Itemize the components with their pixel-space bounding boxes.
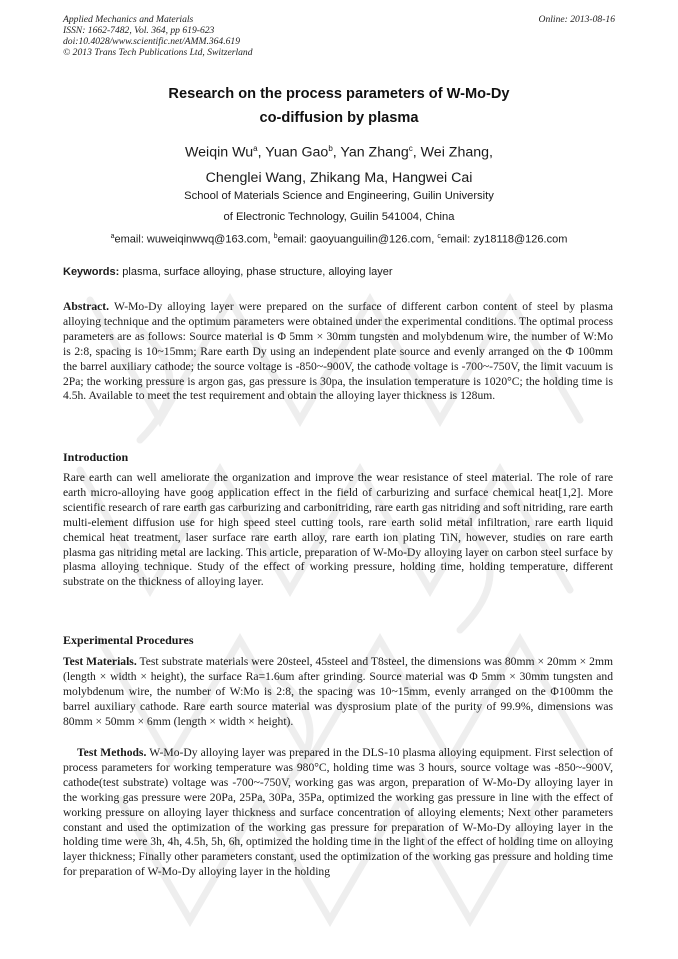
running-header <box>63 14 253 58</box>
email-a: email: wuweiqinwwq@163.com, <box>114 233 274 246</box>
author-list <box>63 136 615 191</box>
paper-title <box>63 82 615 130</box>
title-line-1: Research on the process parameters of W-Mo-Dy <box>168 86 510 102</box>
email-mark: b <box>273 233 278 240</box>
test-materials-text: Test substrate materials were 20steel, 45steel and T8steel, the dimensions was 80mm × 20mm × 2mm (length × width × height), the surface Ra=1.6um after grinding. Source material was Φ 5mm × 30mm tungsten and molybdenum wire, the number of W:Mo is 2:8, the spacing was 10~15mm, evenly arranged on the Φ100mm the barrel auxiliary cathode. Rare earth source material was dysprosium plate of the purity of 99.9%, dimensions was 80mm × 50mm × 6mm (length × width × height). <box>63 655 613 728</box>
keywords-label: Keywords: <box>63 266 120 278</box>
author-name: Yuan Gao <box>265 144 329 161</box>
affiliation-line-2: of Electronic Technology, Guilin 541004, China <box>223 211 455 223</box>
author-name: Yan Zhang <box>340 144 409 161</box>
online-date: Online: 2013-08-16 <box>538 14 615 25</box>
issn-line: ISSN: 1662-7482, Vol. 364, pp 619-623 <box>63 25 215 36</box>
title-line-2: co-diffusion by plasma <box>259 110 419 126</box>
abstract-text: W-Mo-Dy alloying layer were prepared on the surface of different carbon content of steel by plasma alloying technique and the optimum parameters were obtained under the experimental conditions. The optimal process parameters are as follows: Source material is Φ 5mm × 30mm tungsten and molybdenum wire, the number of W:Mo is 2:8, spacing is 10~15mm; Rare earth Dy using an independent plate source and evenly arranged on the Φ 100mm the barrel auxiliary cathode; the source voltage is -850~-900V, the cathode voltage is -700~-750V, the limit vacuum is 2Pa; the working pressure is argon gas, gas pressure is 30pa, the insulation temperature is 1020°C; the holding time is 4.5h. Available to meet the test requirement and obtain the alloying layer thickness is 128um. <box>63 300 614 403</box>
introduction-text: Rare earth can well ameliorate the organization and improve the wear resistance of steel material. The role of rare earth micro-alloying have goog application effect in the field of carburizing and surface chemical heat[1,2]. More scientific research of rare earth gas carburizing and carbonitriding, rare earth gas nitriding and soft nitriding, rare earth multi-element diffusion use for high speed steel cutting tools, rare earth solid metal infiltration, rare earth liquid chemical heat treatment, laser surface rare earth alloy, rare earth ion plating TiN, however, studies on rare earth plasma gas nitriding metal are lacking. This article, preparation of W-Mo-Dy alloying layer on carbon steel surface by plasma alloying technique. Study of the effect of working pressure, holding time, holding temperature, different substrate on the thickness of alloying layer. <box>63 471 613 589</box>
test-methods-paragraph <box>63 746 613 880</box>
author-affil-mark: a <box>253 144 258 153</box>
author-emails <box>63 229 615 248</box>
copyright-line: © 2013 Trans Tech Publications Ltd, Switzerland <box>63 47 253 58</box>
author-affil-mark: c <box>408 144 413 153</box>
affiliation-line-1: School of Materials Science and Engineering, Guilin University <box>184 190 494 202</box>
author-name: Wei Zhang, <box>420 144 493 161</box>
abstract-label: Abstract. <box>63 300 110 313</box>
email-mark: c <box>437 233 441 240</box>
experimental-heading: Experimental Procedures <box>63 633 194 647</box>
author-line-2: Chenglei Wang, Zhikang Ma, Hangwei Cai <box>205 169 473 186</box>
keywords-text: plasma, surface alloying, phase structure, alloying layer <box>119 266 393 278</box>
test-methods-label: Test Methods. <box>77 746 147 759</box>
introduction-heading: Introduction <box>63 450 129 464</box>
author-name: Weiqin Wu <box>185 144 254 161</box>
keywords <box>63 264 615 280</box>
email-b: email: gaoyuanguilin@126.com, <box>277 233 438 246</box>
email-c: email: zy18118@126.com <box>440 233 568 246</box>
test-materials-paragraph <box>63 655 613 730</box>
author-line-1: Weiqin Wu$^a$, Yuan Gao$^b$, Yan Zhang$^c$, Wei Zhang, <box>185 144 493 161</box>
abstract <box>63 300 613 404</box>
affiliation <box>63 186 615 228</box>
test-materials-label: Test Materials. <box>63 655 137 668</box>
author-affil-mark: b <box>328 144 333 153</box>
test-methods-text: W-Mo-Dy alloying layer was prepared in the DLS-10 plasma alloying equipment. First selection of process parameters for working temperature was 980°C, holding time was 3 hours, source voltage was -850~-900V, cathode(test substrate) voltage was -700~-750V, working gas was argon, preparation of W-Mo-Dy alloying layer in the working gas pressure were 20Pa, 25Pa, 30Pa, 35Pa, optimized the working gas pressure in line with the effect of working pressure on alloying layer thickness and surface concentration of alloying elements; Next other parameters constant and used the optimization of the working gas pressure for preparation of W-Mo-Dy alloying layer in the holding time were 3h, 4h, 4.5h, 5h, 6h, optimized the holding time in the light of the effect of holding time on alloying layer thickness; Finally other parameters constant, used the optimization of the working gas pressure and holding time for preparation of W-Mo-Dy alloying layer in the holding <box>63 746 613 879</box>
doi-line: doi:10.4028/www.scientific.net/AMM.364.619 <box>63 36 241 47</box>
email-mark: a <box>110 233 115 240</box>
journal-name: Applied Mechanics and Materials <box>63 14 194 25</box>
